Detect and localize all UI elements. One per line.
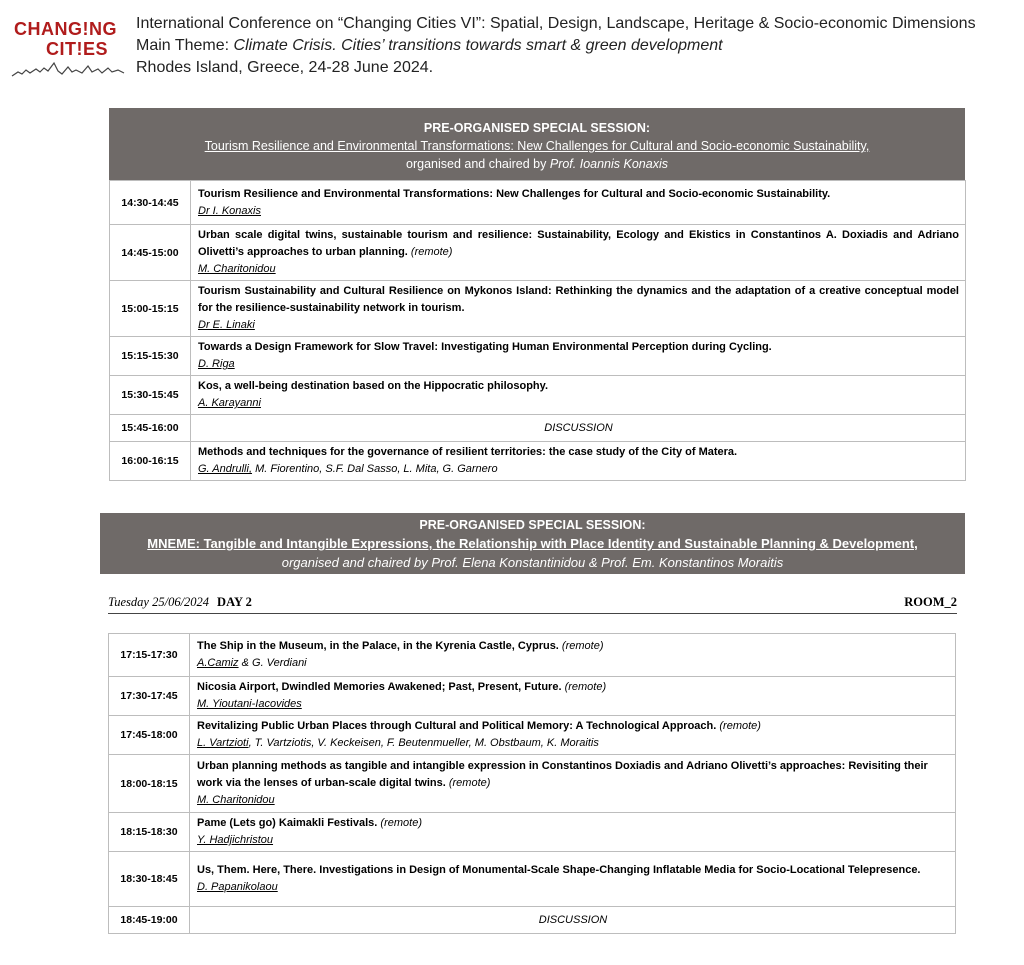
- talk-authors: Dr E. Linaki: [198, 319, 255, 331]
- remote-tag: (remote): [716, 720, 761, 732]
- talk-cell: [190, 813, 956, 852]
- time-slot: 15:15-15:30: [110, 337, 191, 376]
- session1-heading: PRE-ORGANISED SPECIAL SESSION:: [423, 121, 651, 135]
- talk-title: Us, Them. Here, There. Investigations in Design of Monumental-Scale Shape-Changing Inflatable Media for Socio-Locational Telepresence.: [197, 864, 921, 876]
- time-slot: 14:30-14:45: [110, 181, 191, 225]
- talk-title: Kos, a well-being destination based on the Hippocratic philosophy.: [198, 380, 548, 392]
- time-slot: 17:15-17:30: [109, 634, 190, 677]
- talk-authors: A.Camiz & G. Verdiani: [197, 657, 307, 669]
- talk-cell: [191, 181, 966, 225]
- logo-line1: CHANG!NG: [14, 19, 117, 39]
- table-row: [110, 181, 966, 225]
- talk-title: Revitalizing Public Urban Places through Cultural and Political Memory: A Technological Approach.: [197, 720, 717, 732]
- time-slot: 16:00-16:15: [110, 442, 191, 481]
- remote-tag: (remote): [445, 777, 491, 789]
- day-room-line: [108, 595, 957, 614]
- talk-cell: [190, 634, 956, 677]
- remote-tag: (remote): [407, 246, 453, 258]
- session-day: DAY 2: [217, 595, 252, 609]
- conference-info: [136, 13, 976, 79]
- time-slot: 18:45-19:00: [109, 907, 190, 934]
- talk-authors: M. Yioutani-Iacovides: [197, 698, 302, 710]
- time-slot: 15:45-16:00: [110, 415, 191, 442]
- talk-title: Nicosia Airport, Dwindled Memories Awakened; Past, Present, Future.: [197, 681, 562, 693]
- table-row: [109, 634, 956, 677]
- session2-organiser-line: organised and chaired by Prof. Elena Konstantinidou & Prof. Em. Konstantinos Moraitis: [281, 555, 784, 570]
- session-date: Tuesday 25/06/2024: [108, 595, 210, 609]
- talk-authors: D. Papanikolaou: [197, 881, 278, 893]
- table-row: [110, 281, 966, 337]
- session-room: ROOM_2: [904, 595, 957, 609]
- talk-cell: [191, 225, 966, 281]
- talk-title: Tourism Sustainability and Cultural Resilience on Mykonos Island: Rethinking the dynamics and the adaptation of a creative conceptual model for the resilience-sustainability network in tourism.: [198, 285, 959, 314]
- talk-title: Tourism Resilience and Environmental Transformations: New Challenges for Cultural and Socio-economic Sustainability.: [198, 187, 831, 200]
- time-slot: 17:30-17:45: [109, 677, 190, 716]
- discussion-cell: DISCUSSION: [191, 415, 966, 442]
- table-row: [109, 716, 956, 755]
- talk-title: Urban scale digital twins, sustainable tourism and resilience: Sustainability, Ecology and Ekistics in Constantinos A. Doxiadis and Adriano Olivetti’s approaches to urban planning.: [198, 229, 959, 258]
- logo-line2: CIT!ES: [46, 39, 109, 59]
- talk-authors: Dr I. Konaxis: [198, 204, 261, 217]
- skyline-icon: [10, 60, 128, 80]
- session1-organiser-line: organised and chaired by Prof. Ioannis Konaxis: [406, 157, 668, 171]
- session1-banner: [109, 108, 965, 180]
- table-row: [109, 755, 956, 813]
- talk-authors: M. Charitonidou: [197, 794, 275, 806]
- talk-cell: [191, 337, 966, 376]
- discussion-cell: DISCUSSION: [190, 907, 956, 934]
- table-row: [110, 337, 966, 376]
- session2-title: MNEME: Tangible and Intangible Expressions, the Relationship with Place Identity and Sustainable Planning & Development,: [147, 536, 918, 551]
- conference-location: Rhodes Island, Greece, 24-28 June 2024.: [136, 59, 434, 76]
- table-row: [110, 415, 966, 442]
- time-slot: 14:45-15:00: [110, 225, 191, 281]
- talk-cell: [191, 442, 966, 481]
- talk-authors: G. Andrulli, M. Fiorentino, S.F. Dal Sasso, L. Mita, G. Garnero: [198, 463, 498, 475]
- table-row: [109, 813, 956, 852]
- time-slot: 18:00-18:15: [109, 755, 190, 813]
- talk-authors: D. Riga: [198, 358, 235, 370]
- talk-title: Urban planning methods as tangible and intangible expression in Constantinos Doxiadis and Adriano Olivetti’s approaches: Revisiting their work via the lenses of urban-scale digital twins.: [197, 760, 928, 789]
- session2-schedule-table: [108, 633, 956, 934]
- talk-title: Methods and techniques for the governance of resilient territories: the case study of the City of Matera.: [198, 446, 738, 458]
- table-row: [109, 852, 956, 907]
- talk-cell: [191, 376, 966, 415]
- talk-cell: [190, 755, 956, 813]
- session2-heading: PRE-ORGANISED SPECIAL SESSION:: [419, 518, 646, 532]
- session1-title: Tourism Resilience and Environmental Transformations: New Challenges for Cultural and Socio-economic Sustainability,: [204, 139, 870, 153]
- time-slot: 18:30-18:45: [109, 852, 190, 907]
- remote-tag: (remote): [558, 640, 604, 652]
- table-row: [110, 225, 966, 281]
- conference-theme: Main Theme: Climate Crisis. Cities’ transitions towards smart & green development: [136, 37, 723, 54]
- talk-authors: A. Karayanni: [198, 397, 261, 409]
- time-slot: 15:30-15:45: [110, 376, 191, 415]
- session1-schedule-table: [109, 180, 966, 481]
- talk-cell: [191, 281, 966, 337]
- talk-authors: M. Charitonidou: [198, 263, 276, 275]
- document-header: [0, 0, 1024, 90]
- remote-tag: (remote): [561, 681, 607, 693]
- table-row: [110, 442, 966, 481]
- table-row: [109, 907, 956, 934]
- time-slot: 18:15-18:30: [109, 813, 190, 852]
- talk-authors: Y. Hadjichristou: [197, 834, 274, 846]
- talk-cell: [190, 716, 956, 755]
- remote-tag: (remote): [377, 817, 422, 829]
- changing-cities-logo: [10, 16, 128, 86]
- conference-title: International Conference on “Changing Cities VI”: Spatial, Design, Landscape, Heritage & Socio-economic Dimensions: [136, 15, 976, 32]
- time-slot: 15:00-15:15: [110, 281, 191, 337]
- talk-cell: [190, 677, 956, 716]
- talk-title: Towards a Design Framework for Slow Travel: Investigating Human Environmental Perception during Cycling.: [198, 341, 772, 353]
- session2-banner: [100, 513, 965, 574]
- talk-title: Pame (Lets go) Kaimakli Festivals.: [197, 817, 378, 829]
- table-row: [109, 677, 956, 716]
- time-slot: 17:45-18:00: [109, 716, 190, 755]
- talk-title: The Ship in the Museum, in the Palace, in the Kyrenia Castle, Cyprus.: [197, 640, 559, 652]
- table-row: [110, 376, 966, 415]
- talk-cell: [190, 852, 956, 907]
- talk-authors: L. Vartzioti, T. Vartziotis, V. Keckeisen, F. Beutenmueller, M. Obstbaum, K. Moraitis: [197, 737, 599, 749]
